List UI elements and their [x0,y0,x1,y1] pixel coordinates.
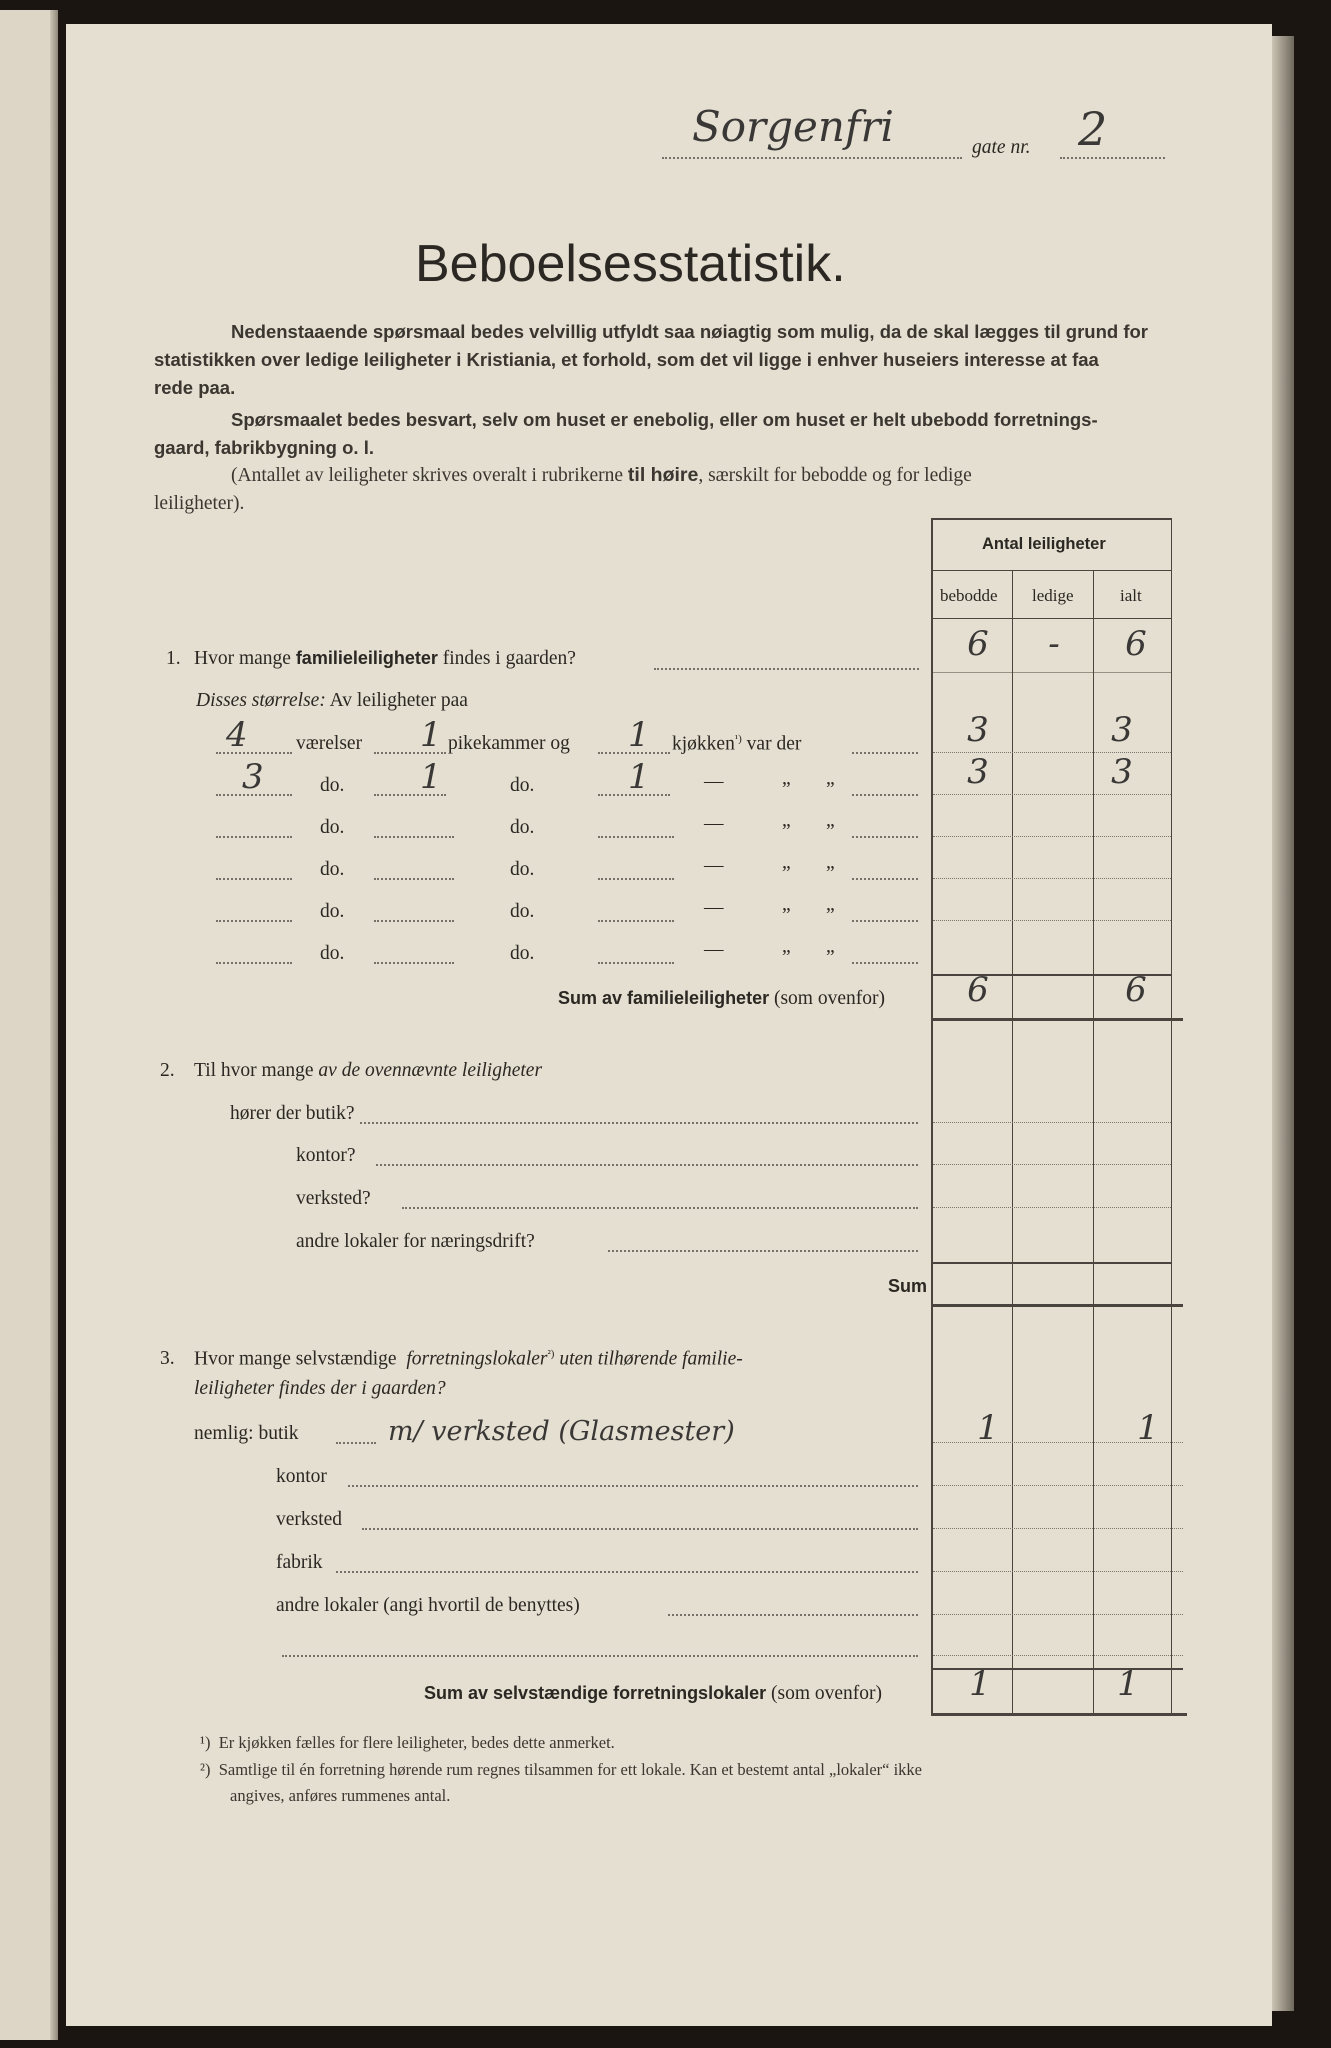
street-name-line [662,157,962,159]
q2-number: 2. [160,1060,175,1081]
q3-blank-rule [933,1655,1183,1656]
q2-butik-rule [933,1122,1171,1123]
row2-dash: — [704,771,724,792]
row2-kjokken-value: 1 [628,757,650,797]
q3-kontor-dots [348,1485,918,1487]
q1-sum-ialt: 6 [1125,970,1147,1010]
row2-quote-1: „ [782,768,791,789]
row1-kjokken-value: 1 [628,715,650,755]
q3-kontor-rule [933,1485,1183,1486]
q3-number: 3. [160,1348,175,1369]
row2-dots [852,794,918,796]
q1-ledige-value: - [1048,624,1060,664]
q3-verksted-rule [933,1528,1183,1529]
q2-item-andre: andre lokaler for næringsdrift? [296,1231,535,1252]
col-header-ialt: ialt [1120,586,1142,605]
row2-pikekammer-value: 1 [420,757,442,797]
row1-pikekammer-value: 1 [420,715,442,755]
col-line-1 [1012,570,1013,1716]
q3-butik-dots [336,1442,376,1444]
row2-pike-line [374,794,446,796]
q2-andre-dots [608,1250,918,1252]
row1-bebodde-value: 3 [967,710,989,750]
q2-verksted-rule [933,1207,1171,1208]
footnote-2-cont: angives, anføres rummenes antal. [230,1786,451,1805]
q1-text: Hvor mange familieleiligheter findes i gaarden? [194,648,576,669]
q3-sum-label: Sum av selvstændige forretningslokaler (som ovenfor) [424,1683,882,1704]
row1-vaer-line [216,752,292,754]
word-kjokken: kjøkken$^{^1)}$ var der [672,733,802,755]
q3-butik-rule [933,1442,1183,1443]
col-header-ledige: ledige [1032,586,1074,605]
q1-ialt-value: 6 [1125,624,1147,664]
q3-item-andre: andre lokaler (angi hvortil de benyttes) [276,1595,580,1616]
q3-text-line2: leiligheter findes der i gaarden? [194,1378,446,1399]
q3-item-verksted: verksted [276,1509,343,1530]
q1-bebodde-value: 6 [967,624,989,664]
footnote-1: ¹) Er kjøkken fælles for flere leiligheter, bedes dette anmerket. [200,1733,615,1752]
col-line-0 [931,518,933,1716]
row1-dots [852,752,918,754]
intro-line-1: Nedenstaaende spørsmaal bedes velvillig utfyldt saa nøiagtig som mulig, da de skal lægges til grund for [231,321,1148,342]
intro-line-7: leiligheter). [154,493,245,514]
q3-sum-ialt: 1 [1117,1664,1139,1704]
q3-butik-handwritten: m/ verksted (Glasmester) [388,1416,735,1447]
q3-fabrik-dots [336,1571,918,1573]
table-header-rule [931,570,1171,571]
row1-vaerelser-value: 4 [226,715,248,755]
q3-item-fabrik: fabrik [276,1552,323,1573]
word-pikekammer: pikekammer og [448,733,570,754]
q3-andre-dots [668,1614,918,1616]
row1-kjok-line [598,752,670,754]
intro-line-2: statistikken over ledige leiligheter i Kristiania, et forhold, som det vil ligge i enhver huseiers interesse at faa [154,349,1099,370]
row1-pike-line [374,752,446,754]
q2-butik-dots [360,1122,918,1124]
table-top-rule [931,518,1171,520]
gate-nr-label: gate nr. [972,137,1031,158]
q3-sum-bottom-rule [933,1713,1187,1716]
gate-number-line [1060,157,1165,159]
q3-blank-line [282,1655,918,1657]
q1-row-rule [933,672,1171,673]
row2-bebodde-value: 3 [967,752,989,792]
q1-dots [654,668,919,670]
q1-number: 1. [166,648,181,669]
col-header-bebodde: bebodde [940,586,998,605]
row2-ialt-value: 3 [1111,752,1133,792]
q3-butik-ialt: 1 [1137,1408,1159,1448]
q3-sum-bebodde: 1 [969,1664,991,1704]
footnote-2: ²) Samtlige til én forretning hørende rum regnes tilsammen for ett lokale. Kan et bestemt antal „lokaler“ ikke [200,1760,923,1779]
q2-kontor-dots [376,1164,918,1166]
word-vaerelser: værelser [296,733,363,754]
intro-line-3: rede paa. [154,377,236,398]
q3-fabrik-rule [933,1571,1183,1572]
intro-line-5: gaard, fabrikbygning o. l. [154,437,374,458]
q3-verksted-dots [362,1528,918,1530]
q2-verksted-dots [402,1207,918,1209]
q3-andre-rule [933,1614,1183,1615]
intro-line-4: Spørsmaalet bedes besvart, selv om huset er enebolig, eller om huset er helt ubebodd forretnings- [231,409,1098,430]
q3-butik-bebodde: 1 [977,1408,999,1448]
gate-number-handwritten: 2 [1078,102,1108,156]
q2-text: Til hvor mange av de ovennævnte leiligheter [194,1060,543,1081]
row2-vaer-line [216,794,292,796]
row2-kjok-line [598,794,670,796]
q3-text-line1: Hvor mange selvstændige forretningslokaler$^{^2)}$ uten tilhørende familie- [194,1348,743,1370]
table-group-header: Antal leiligheter [982,535,1106,553]
q1-sum-label: Sum av familieleiligheter (som ovenfor) [558,988,885,1009]
row2-ditto-1: do. [320,775,345,796]
q2-item-verksted: verksted? [296,1188,371,1209]
row2-ditto-2: do. [510,775,535,796]
col-line-3 [1171,518,1172,1716]
q3-item-butik: nemlig: butik [194,1423,299,1444]
row1-ialt-value: 3 [1111,710,1133,750]
q1-sum-bebodde: 6 [967,970,989,1010]
q2-sum-label: Sum [888,1276,928,1296]
row2-quote-2: „ [826,768,835,789]
right-page-edge [1272,36,1294,2011]
street-name-handwritten: Sorgenfri [692,102,894,151]
size-label: Disses størrelse: Av leiligheter paa [196,690,468,711]
q2-sum-top-rule [933,1262,1171,1264]
left-page-edge [0,10,58,2040]
table-columns-rule [931,618,1171,619]
q1-sum-bottom-rule [933,1018,1183,1021]
q2-item-kontor: kontor? [296,1145,356,1166]
q2-item-butik: hører der butik? [230,1103,355,1124]
q3-item-kontor: kontor [276,1466,327,1487]
intro-line-6: (Antallet av leiligheter skrives overalt i rubrikerne til høire, særskilt for bebodde og for ledige [231,464,972,486]
q2-kontor-rule [933,1164,1171,1165]
q2-sum-bottom-rule [933,1304,1183,1307]
row2-vaerelser-value: 3 [242,757,264,797]
page-title: Beboelsesstatistik. [415,235,846,293]
row2-rule [933,794,1171,795]
